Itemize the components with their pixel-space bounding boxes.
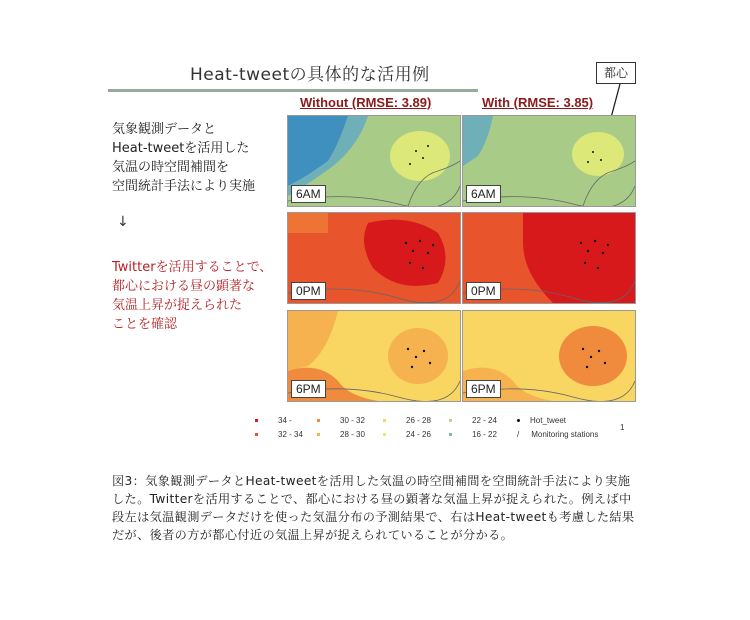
method-line: 気象観測データと bbox=[112, 122, 217, 137]
map-legend bbox=[255, 416, 635, 446]
legend-monitoring-stations: / Monitoring stations bbox=[517, 430, 599, 439]
slide-title: Heat-tweetの具体的な活用例 bbox=[190, 65, 430, 85]
legend-item: 28 - 30 bbox=[317, 430, 365, 439]
method-description bbox=[112, 120, 255, 196]
time-label: 0PM bbox=[291, 282, 326, 300]
legend-hot-tweet: Hot_tweet bbox=[517, 416, 566, 425]
finding-line: 都心における昼の顕著な bbox=[112, 279, 256, 294]
time-label: 6AM bbox=[291, 185, 326, 203]
finding-line: 気温上昇が捉えられた bbox=[112, 298, 243, 313]
page-number: 1 bbox=[620, 423, 625, 432]
map-6pm-without bbox=[287, 310, 461, 402]
title-underline bbox=[108, 89, 478, 92]
method-line: 空間統計手法により実施 bbox=[112, 179, 256, 194]
finding-highlight bbox=[112, 258, 272, 334]
legend-item: 34 - bbox=[255, 416, 292, 425]
toshin-callout: 都心 bbox=[596, 62, 636, 84]
map-0pm-without bbox=[287, 212, 461, 304]
column-heading-with: With (RMSE: 3.85) bbox=[482, 95, 594, 110]
time-label: 0PM bbox=[466, 282, 501, 300]
map-0pm-with bbox=[462, 212, 636, 304]
map-6am-without bbox=[287, 115, 461, 207]
legend-item: 24 - 26 bbox=[383, 430, 431, 439]
legend-item: 30 - 32 bbox=[317, 416, 365, 425]
legend-item: 16 - 22 bbox=[449, 430, 497, 439]
finding-line: ことを確認 bbox=[112, 317, 178, 332]
time-label: 6PM bbox=[291, 380, 326, 398]
figure-caption: 図3：気象観測データとHeat-tweetを活用した気温の時空間補間を空間統計手法により実施した。Twitterを活用することで、都心における昼の顕著な気温上昇が捉えられた。例えば中段左は気温観測データだけを使った気温分布の予測結果で、右はHeat-tweetも考慮した結果だが、後者の方が都心付近の気温上昇が捉えられていることが分かる。 bbox=[112, 474, 635, 542]
legend-item: 22 - 24 bbox=[449, 416, 497, 425]
method-line: Heat-tweetを活用した bbox=[112, 141, 250, 156]
time-label: 6AM bbox=[466, 185, 501, 203]
finding-line: Twitterを活用することで、 bbox=[112, 260, 273, 275]
method-line: 気温の時空間補間を bbox=[112, 160, 230, 175]
column-heading-without: Without (RMSE: 3.89) bbox=[300, 95, 432, 110]
down-arrow-icon: ↓ bbox=[117, 214, 129, 230]
map-6am-with bbox=[462, 115, 636, 207]
time-label: 6PM bbox=[466, 380, 501, 398]
map-6pm-with bbox=[462, 310, 636, 402]
legend-item: 32 - 34 bbox=[255, 430, 303, 439]
legend-item: 26 - 28 bbox=[383, 416, 431, 425]
